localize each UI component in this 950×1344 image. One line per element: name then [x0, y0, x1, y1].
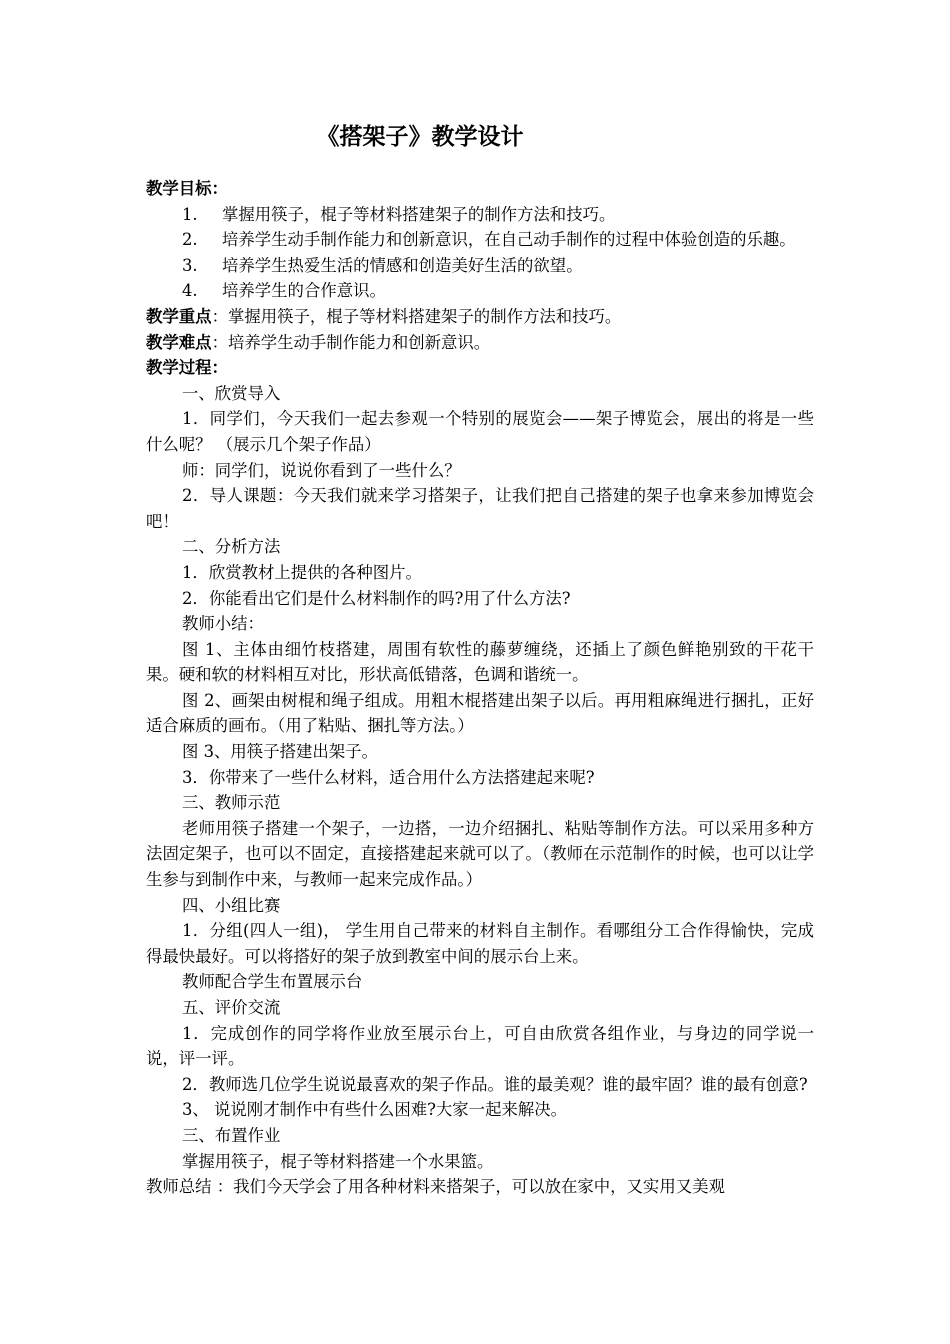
- document-body: [146, 176, 814, 1200]
- goal-item-number: 4.: [182, 281, 198, 301]
- process-paragraph: 3、 说说刚才制作中有些什么困难?大家一起来解决。: [182, 1100, 568, 1120]
- process-paragraph: 一、欣赏导入: [182, 383, 281, 403]
- process-paragraph: 五、评价交流: [182, 998, 281, 1017]
- goal-item-number: 3.: [182, 255, 198, 275]
- process-paragraph: 三、教师示范: [182, 793, 281, 813]
- process-paragraph: 教师小结：: [182, 614, 264, 634]
- process-paragraph: 师：同学们，说说你看到了一些什么？: [182, 460, 461, 480]
- goal-item-number: 2.: [182, 230, 198, 250]
- process-paragraph: 图 2、画架由树棍和绳子组成。用粗木棍搭建出架子以后。再用粗麻绳进行捆扎，正好适合麻质的画布。（用了粘贴、捆扎等方法。）: [146, 690, 814, 736]
- difficulty-label: 教学难点: [146, 332, 212, 352]
- document-title: 《搭架子》教学设计: [316, 124, 524, 150]
- process-paragraph: 教师总结 ：我们今天学会了用各种材料来搭架子，可以放在家中，又实用又美观: [146, 1177, 725, 1197]
- goal-item-number: 1.: [182, 204, 198, 224]
- process-paragraph: 2．你能看出它们是什么材料制作的吗?用了什么方法?: [182, 588, 571, 608]
- process-paragraph: 老师用筷子搭建一个架子，一边搭，一边介绍捆扎、粘贴等制作方法。可以采用多种方法固定架子，也可以不固定，直接搭建起来就可以了。（教师在示范制作的时候，也可以让学生参与到制作中来，与教师一起来完成作品。）: [146, 818, 814, 890]
- key-point: [146, 304, 814, 330]
- process-body: [146, 381, 814, 1200]
- process-paragraph: 四、小组比赛: [182, 895, 281, 915]
- process-heading: 教学过程：: [146, 358, 228, 378]
- goal-item-text: 培养学生热爱生活的情感和创造美好生活的欲望。: [222, 255, 583, 275]
- process-paragraph: 二、分析方法: [182, 537, 281, 557]
- difficulty-text: ：培养学生动手制作能力和创新意识。: [211, 332, 491, 352]
- process-paragraph: 教师配合学生布置展示台: [182, 972, 363, 992]
- process-paragraph: 1．分组(四人一组)， 学生用自己带来的材料自主制作。看哪组分工合作得愉快，完成得最快最好。可以将搭好的架子放到教室中间的展示台上来。: [146, 921, 814, 966]
- goals-heading: 教学目标：: [146, 179, 228, 198]
- process-paragraph: 2．导人课题：今天我们就来学习搭架子，让我们把自己搭建的架子也拿来参加博览会吧！: [146, 486, 814, 531]
- process-paragraph: 掌握用筷子，棍子等材料搭建一个水果篮。: [182, 1151, 494, 1171]
- key-point-label: 教学重点: [146, 306, 212, 326]
- goal-item-text: 培养学生动手制作能力和创新意识，在自己动手制作的过程中体验创造的乐趣。: [222, 230, 796, 250]
- goal-item-text: 掌握用筷子，棍子等材料搭建架子的制作方法和技巧。: [222, 204, 616, 224]
- goal-item: [146, 253, 814, 279]
- process-paragraph: 1．欣赏教材上提供的各种图片。: [182, 562, 422, 582]
- goal-item: [146, 278, 814, 304]
- goal-item-text: 培养学生的合作意识。: [222, 281, 386, 301]
- process-paragraph: 图 1、主体由细竹枝搭建，周围有软性的藤萝缠绕，还插上了颜色鲜艳别致的干花干果。硬和软的材料相互对比，形状高低错落，色调和谐统一。: [146, 639, 814, 685]
- goal-item: [146, 202, 814, 228]
- goal-item: [146, 227, 814, 253]
- difficulty: [146, 330, 814, 356]
- process-paragraph: 2．教师选几位学生说说最喜欢的架子作品。谁的最美观？谁的最牢固？谁的最有创意?: [182, 1074, 808, 1094]
- process-paragraph: 1．同学们，今天我们一起去参观一个特别的展览会——架子博览会，展出的将是一些什么呢？ （展示几个架子作品）: [146, 409, 814, 454]
- process-paragraph: 3．你带来了一些什么材料，适合用什么方法搭建起来呢?: [182, 767, 595, 787]
- process-paragraph: 1．完成创作的同学将作业放至展示台上，可自由欣赏各组作业，与身边的同学说一说，评一评。: [146, 1023, 814, 1069]
- process-paragraph: 三、布置作业: [182, 1125, 281, 1145]
- process-paragraph: 图 3、用筷子搭建出架子。: [182, 742, 378, 762]
- key-point-text: ：掌握用筷子，棍子等材料搭建架子的制作方法和技巧。: [211, 306, 622, 326]
